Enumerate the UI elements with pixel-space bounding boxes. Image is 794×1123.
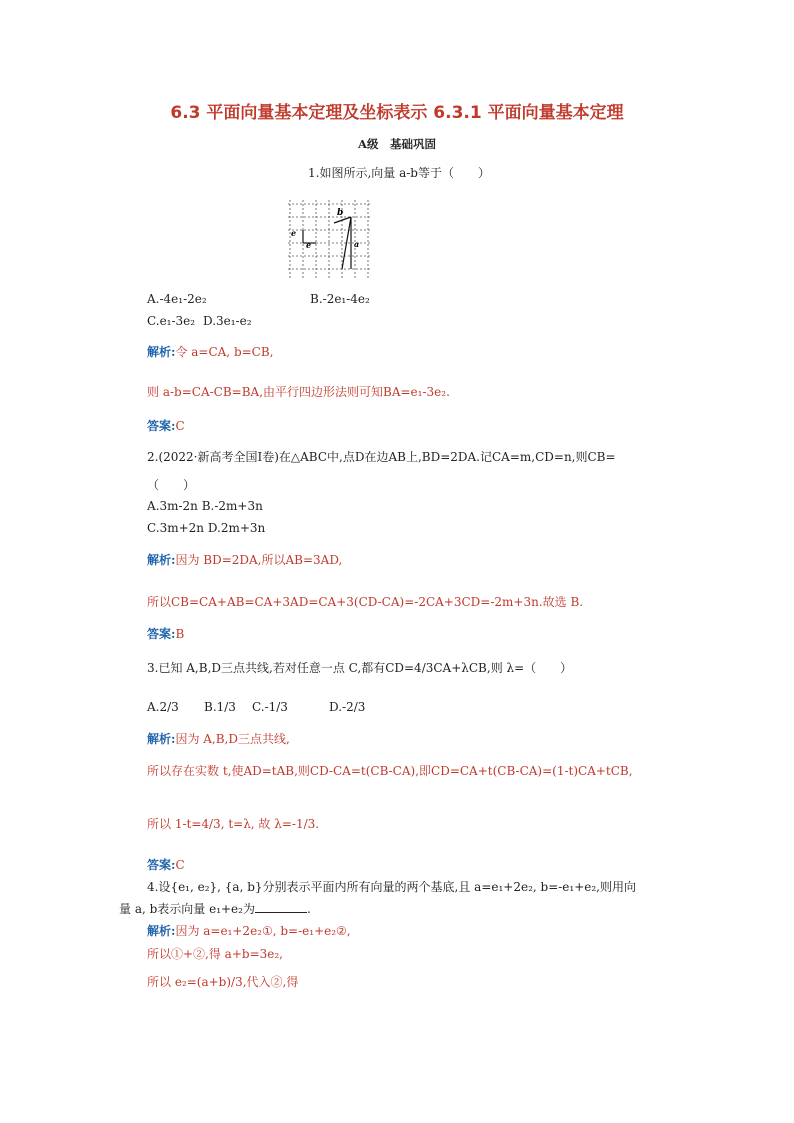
q2-option-ab: A.3m-2n B.-2m+3n — [147, 499, 263, 513]
q4-solution-3 — [147, 973, 298, 990]
fig-label-e2: e — [291, 228, 297, 238]
q3-option-c: C.-1/3 — [252, 700, 288, 714]
q2-answer — [147, 625, 184, 642]
q3-sol3: 所以 1-t=4/3, t=λ, 故 λ=-1/3. — [147, 817, 320, 831]
q4-solution-1 — [147, 922, 351, 939]
q2-sol2: 所以CB=CA+AB=CA+3AD=CA+3(CD-CA)=-2CA+3CD=-2m+3n.故选 B. — [147, 595, 584, 609]
q4-stem-2-text: 量 a, b表示向量 e₁+e₂为 — [119, 902, 255, 916]
q2-answer-value: B — [175, 627, 185, 641]
q2-stem: 2.(2022·新高考全国Ⅰ卷)在△ABC中,点D在边AB上,BD=2DA.记CA=m,CD=n,则CB= — [147, 450, 616, 464]
q4-sol3: 所以 e₂=(a+b)/3,代入②,得 — [147, 975, 299, 989]
q2-sol1: 因为 BD=2DA,所以AB=3AD, — [175, 553, 343, 567]
q1-answer-label: 答案: — [147, 419, 176, 433]
q2-answer-label: 答案: — [147, 627, 176, 641]
q3-sol2: 所以存在实数 t,使AD=tAB,则CD-CA=t(CB-CA),即CD=CA+t(CB-CA)=(1-t)CA+tCB, — [147, 764, 633, 778]
fig-label-a: a — [354, 239, 360, 249]
q3-option-b: B.1/3 — [204, 700, 236, 714]
q3-answer-value: C — [175, 858, 185, 872]
q3-option-a: A.2/3 — [147, 700, 179, 714]
q2-jiexi-label: 解析: — [147, 553, 176, 567]
q4-stem-2: 量 a, b表示向量 e₁+e₂为 . — [119, 902, 311, 916]
q1-stem: 1.如图所示,向量 a-b等于（ ） — [308, 166, 490, 180]
q4-stem-1: 4.设{e₁, e₂}, {a, b}分别表示平面内所有向量的两个基底,且 a=e₁+2e₂, b=-e₁+e₂,则用向 — [147, 880, 637, 894]
q3-option-d: D.-2/3 — [329, 700, 366, 714]
q1-jiexi-label: 解析: — [147, 345, 176, 359]
q2-paren: （ ） — [147, 478, 196, 492]
q3-sol1: 因为 A,B,D三点共线, — [175, 732, 290, 746]
q4-solution-2 — [147, 945, 283, 962]
fig-label-e1: e — [306, 240, 312, 250]
q1-option-a: A.-4e₁-2e₂ — [147, 292, 207, 306]
q4-sol1: 因为 a=e₁+2e₂①, b=-e₁+e₂②, — [175, 924, 351, 938]
q1-option-d: D.3e₁-e₂ — [203, 314, 252, 328]
q3-jiexi-label: 解析: — [147, 732, 176, 746]
page-title: 6.3 平面向量基本定理及坐标表示 6.3.1 平面向量基本定理 — [170, 103, 624, 123]
q1-sol2: 则 a-b=CA-CB=BA,由平行四边形法则可知BA=e₁-3e₂. — [147, 385, 450, 399]
q1-solution-1 — [147, 343, 274, 360]
q3-solution-2 — [147, 762, 633, 779]
q4-jiexi-label: 解析: — [147, 924, 176, 938]
q3-solution-1 — [147, 730, 290, 747]
q2-solution-1 — [147, 551, 342, 568]
q4-sol2: 所以①+②,得 a+b=3e₂, — [147, 947, 283, 961]
q1-solution-2 — [147, 383, 450, 400]
q1-option-b: B.-2e₁-4e₂ — [310, 292, 370, 306]
fig-label-b: b — [337, 208, 344, 218]
section-level: A级 基础巩固 — [358, 137, 436, 151]
q1-answer — [147, 417, 185, 434]
q3-solution-3 — [147, 815, 319, 832]
q1-option-c: C.e₁-3e₂ — [147, 314, 196, 328]
q3-answer — [147, 856, 185, 873]
q2-option-cd: C.3m+2n D.2m+3n — [147, 521, 266, 535]
q4-answer-blank — [255, 901, 307, 913]
q3-stem: 3.已知 A,B,D三点共线,若对任意一点 C,都有CD=4/3CA+λCB,则 λ=（ ） — [147, 661, 573, 675]
q1-sol1: 令 a=CA, b=CB, — [175, 345, 274, 359]
q3-answer-label: 答案: — [147, 858, 176, 872]
q1-answer-value: C — [175, 419, 185, 433]
q1-grid-figure — [284, 198, 374, 284]
q2-solution-2 — [147, 593, 583, 610]
